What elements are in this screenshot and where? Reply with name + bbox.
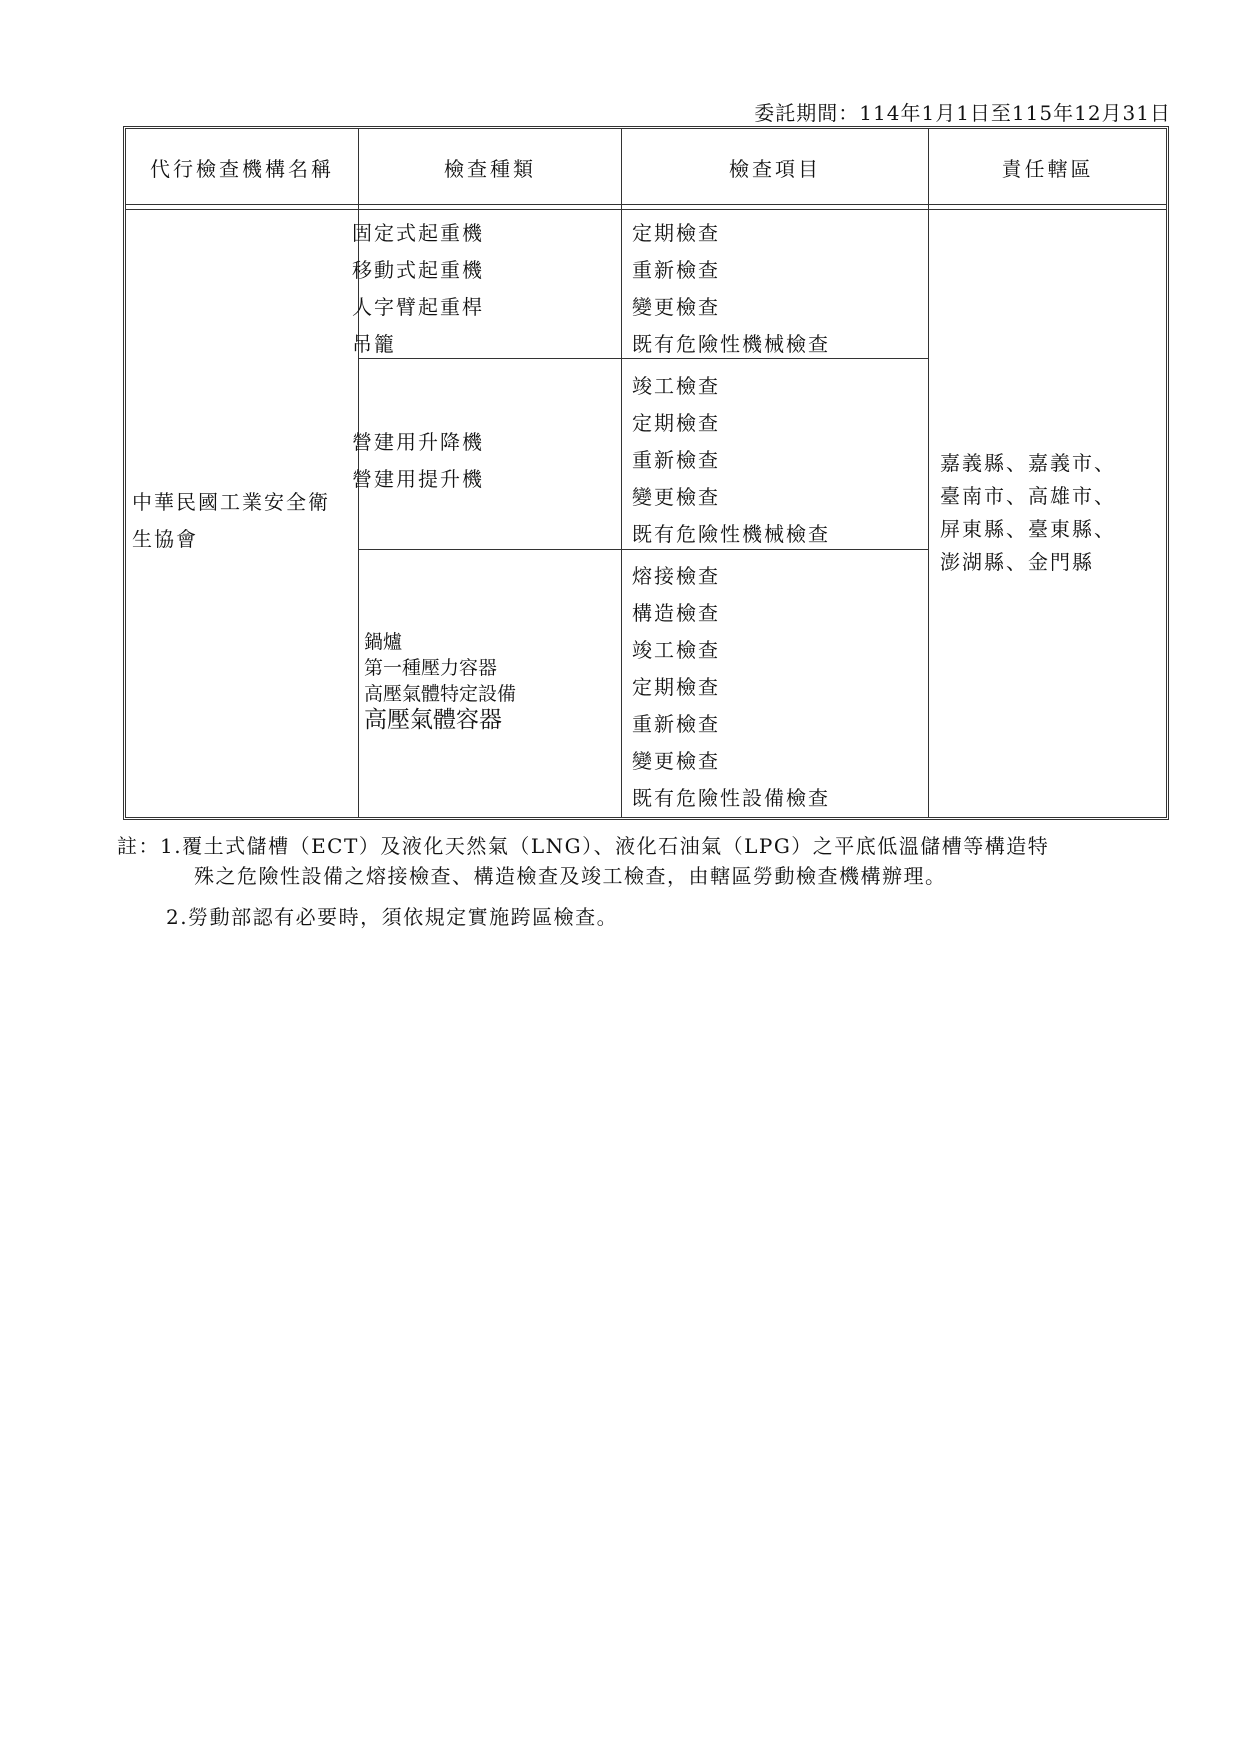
group3-types	[364, 629, 516, 733]
region-line: 澎湖縣、金門縣	[940, 550, 1094, 574]
region-line: 屏東縣、臺東縣、	[940, 517, 1116, 541]
responsible-region	[940, 447, 1116, 579]
header-separator	[126, 204, 1166, 210]
inspection-item: 重新檢查	[632, 448, 720, 472]
notes	[117, 831, 1049, 932]
org-name-line: 生協會	[132, 527, 198, 551]
type-item: 人字臂起重桿	[352, 295, 484, 319]
type-item: 吊籠	[352, 332, 396, 356]
inspection-item: 竣工檢查	[632, 374, 720, 398]
inspection-item: 定期檢查	[632, 221, 720, 245]
type-item: 固定式起重機	[352, 221, 484, 245]
inspection-item: 竣工檢查	[632, 638, 720, 662]
notes-prefix: 註：	[117, 834, 160, 858]
note-2: 2.勞動部認有必要時，須依規定實施跨區檢查。	[166, 905, 619, 929]
inspection-item: 重新檢查	[632, 712, 720, 736]
inspection-item: 構造檢查	[632, 601, 720, 625]
org-name	[132, 484, 330, 558]
inspection-item: 熔接檢查	[632, 564, 720, 588]
inspection-item: 定期檢查	[632, 675, 720, 699]
header-type: 檢查種類	[444, 157, 536, 181]
region-line: 嘉義縣、嘉義市、	[940, 451, 1116, 475]
note-1-line-2: 殊之危險性設備之熔接檢查、構造檢查及竣工檢查，由轄區勞動檢查機構辦理。	[194, 864, 947, 888]
inspection-item: 既有危險性機械檢查	[632, 332, 830, 356]
type-item: 高壓氣體特定設備	[364, 683, 517, 705]
column-divider	[928, 129, 929, 817]
group3-items	[632, 558, 830, 817]
inspection-item: 變更檢查	[632, 749, 720, 773]
type-item: 營建用提升機	[352, 467, 484, 491]
header-region: 責任轄區	[1001, 157, 1094, 181]
type-item: 第一種壓力容器	[364, 657, 498, 679]
type-item: 移動式起重機	[352, 258, 484, 282]
group2-types	[352, 424, 620, 498]
inspection-item: 重新檢查	[632, 258, 720, 282]
commission-period: 委託期間：114年1月1日至115年12月31日	[754, 101, 1171, 125]
type-item: 高壓氣體容器	[364, 707, 502, 733]
inspection-item: 既有危險性設備檢查	[632, 786, 830, 810]
region-line: 臺南市、高雄市、	[940, 484, 1116, 508]
group1-types	[352, 215, 620, 363]
inspection-table	[123, 126, 1169, 820]
note-1-line-1: 1.覆土式儲槽（ECT）及液化天然氣（LNG）、液化石油氣（LPG）之平底低溫儲槽等構造特	[160, 834, 1050, 858]
org-name-line: 中華民國工業安全衛	[132, 490, 330, 514]
type-item: 營建用升降機	[352, 430, 484, 454]
header-items: 檢查項目	[729, 157, 821, 181]
column-divider	[621, 129, 622, 817]
inspection-item: 既有危險性機械檢查	[632, 522, 830, 546]
inspection-item: 定期檢查	[632, 411, 720, 435]
type-item: 鍋爐	[364, 631, 403, 653]
header-org: 代行檢查機構名稱	[150, 157, 334, 181]
group2-items	[632, 368, 830, 553]
group1-items	[632, 215, 830, 363]
inspection-item: 變更檢查	[632, 485, 720, 509]
inspection-item: 變更檢查	[632, 295, 720, 319]
